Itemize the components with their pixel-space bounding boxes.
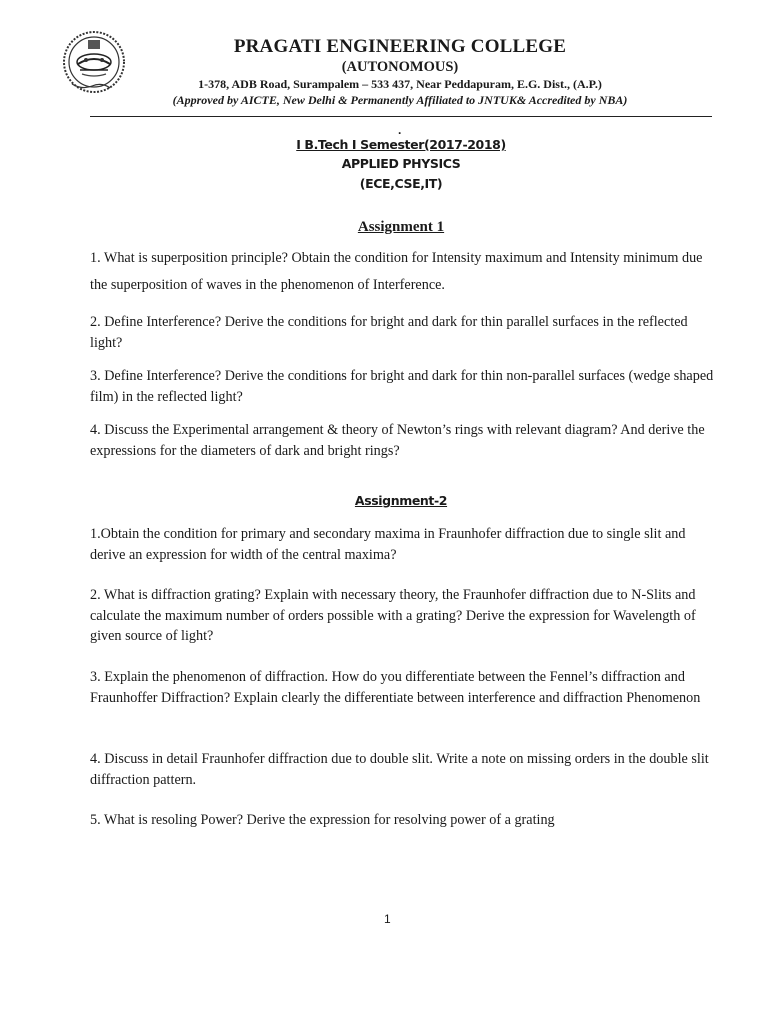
assignment-1-question-1: 1. What is superposition principle? Obtain the condition for Intensity maximum and Intensity minimum due the superposition of waves in the phenomenon of Interference.: [90, 250, 703, 293]
approval-note: (Approved by AICTE, New Delhi & Permanently Affiliated to JNTUK& Accredited by NBA): [172, 93, 628, 107]
assignment-2-question-2: 2. What is diffraction grating? Explain with necessary theory, the Fraunhofer diffraction due to N-Slits and calculate the maximum number of orders possible with a grating? Derive the expression for Wavelength of given source of light?: [90, 587, 696, 644]
autonomous-label: (AUTONOMOUS): [341, 59, 459, 75]
assignment-1-question-4: 4. Discuss the Experimental arrangement & theory of Newton’s rings with relevant diagram? And derive the expressions for the diameters of dark and bright rings?: [90, 422, 705, 459]
assignment-1-question-3: 3. Define Interference? Derive the conditions for bright and dark for thin non-parallel surfaces (wedge shaped film) in the reflected light?: [90, 368, 714, 405]
assignment-2-question-3: 3. Explain the phenomenon of diffraction. How do you differentiate between the Fennel’s diffraction and Fraunhoffer Diffraction? Explain clearly the differentiate between interference and diffraction Phenomenon: [90, 669, 701, 706]
assignment-1-title: Assignment 1: [357, 219, 445, 235]
college-address: 1-378, ADB Road, Surampalem – 533 437, Near Peddapuram, E.G. Dist., (A.P.): [198, 77, 602, 91]
college-name: PRAGATI ENGINEERING COLLEGE: [233, 36, 567, 57]
assignment-2-question-4: 4. Discuss in detail Fraunhofer diffraction due to double slit. Write a note on missing orders in the double slit diffraction pattern.: [90, 751, 709, 788]
header-divider: [90, 116, 712, 117]
page-number: 1: [384, 912, 391, 926]
assignment-2-question-5: 5. What is resoling Power? Derive the expression for resolving power of a grating: [90, 812, 555, 828]
assignment-1-question-2: 2. Define Interference? Derive the conditions for bright and dark for thin parallel surfaces in the reflected light?: [90, 314, 688, 351]
separator-dot: .: [398, 123, 402, 137]
branches-label: (ECE,CSE,IT): [359, 176, 443, 191]
semester-title: I B.Tech I Semester(2017-2018): [296, 137, 506, 152]
assignment-2-question-1: 1.Obtain the condition for primary and secondary maxima in Fraunhofer diffraction due to single slit and derive an expression for width of the central maxima?: [90, 526, 686, 563]
assignment-2-title: Assignment-2: [354, 493, 448, 508]
subject-title: APPLIED PHYSICS: [341, 156, 461, 171]
